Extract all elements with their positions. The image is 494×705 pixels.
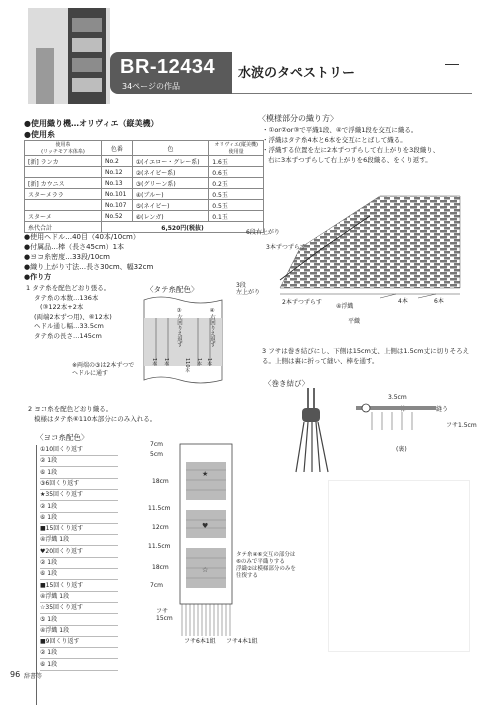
title-badge — [110, 52, 232, 94]
maki-thread: 縫う — [436, 406, 449, 413]
col-yarn: 使用糸 (リッチモア本体糸) — [25, 141, 102, 156]
weft-label: 〈ヨコ糸配色〉 — [36, 433, 89, 442]
spec-heddle: ●使用ヘドル…40目（40本/10cm） — [24, 233, 140, 241]
step1-note: ※両端の③は2本ずつで ヘドルに通す — [72, 362, 135, 377]
table-row: No.12 ②(ネイビー系) 0.6玉 — [25, 167, 264, 178]
dim-18a: 18cm — [152, 478, 169, 485]
weft-row: ④浮織 1段 — [40, 592, 118, 603]
dim-18b: 18cm — [152, 564, 169, 571]
page-reference: 34ページの作品 — [122, 82, 181, 91]
weft-row: ☆35回くり返す — [40, 603, 118, 614]
maki-len: 3.5cm — [388, 394, 407, 401]
maki-tail: フサ1.5cm — [446, 422, 477, 429]
weft-row: ④浮織 1段 — [40, 626, 118, 637]
col-amount: オリヴィエ(縦美機) 使用量 — [209, 141, 264, 156]
pattern-code: BR-12434 — [120, 56, 216, 78]
svg-text:♥: ♥ — [202, 522, 209, 530]
step1-text: 1 タテ糸を配色どおり張る。 タテ糸の本数…136本 (③122本+2本 (両端2本ずつ用)、⑥12本) ヘドル通し幅…33.5cm タテ糸の長さ…145cm — [26, 284, 112, 340]
dim-fusa: フサ 15cm — [156, 608, 173, 622]
spec-howto: ●作り方 — [24, 273, 52, 281]
weft-row: ② 1段 — [40, 558, 118, 569]
weft-row: ② 1段 — [40, 456, 118, 467]
label-six: 6本 — [434, 298, 444, 305]
weft-row: ② 1段 — [40, 502, 118, 513]
col-num: 色番 — [102, 141, 133, 156]
weft-row: ■15回くり返す — [40, 524, 118, 535]
weft-row: ⑥ 1段 — [40, 569, 118, 580]
label-six-up: 6段右上がり — [246, 229, 280, 236]
weft-row: ④浮織 1段 — [40, 535, 118, 546]
label-four: 4本 — [398, 298, 408, 305]
page-number: 96 — [10, 670, 21, 679]
maki-label: 〈巻き結び〉 — [264, 379, 310, 388]
rod-diagram — [352, 400, 442, 440]
svg-text:★: ★ — [202, 470, 209, 478]
weft-row: ② 1段 — [40, 648, 118, 659]
materials-table — [24, 140, 264, 233]
pattern-heading: 〈模様部分の織り方〉 — [258, 114, 338, 123]
bleed-table — [328, 480, 470, 652]
warp-count-4: 1本 — [206, 358, 212, 367]
fusa-6: フサ6本1組 — [184, 638, 216, 645]
weft-row: ★35回くり返す — [40, 490, 118, 501]
weft-row: ⑥ 1段 — [40, 660, 118, 671]
table-header — [25, 141, 264, 156]
spec-density: ●ヨコ糸密度…33段/10cm — [24, 253, 110, 261]
step3-text: 3 フサは巻き結びにし、下側は15cm丈、上側は1.5cm丈に切りそろえる。上側は裏に折って縫い、棒を通す。 — [262, 347, 470, 365]
spec-size: ●織り上がり寸法…長さ30cm、幅32cm — [24, 263, 154, 271]
warp-right-note: ④右回りえ返す — [209, 308, 215, 347]
spec-list — [24, 232, 264, 282]
dim-5: 5cm — [150, 451, 163, 458]
yarn-heading: ●使用糸 — [24, 130, 55, 139]
dim-12: 12cm — [152, 524, 169, 531]
total-row: 糸代合計 6,520円(税抜) — [25, 222, 264, 233]
warp-left-note: ③左回りえ返す — [176, 308, 182, 347]
table-row: No.107 ⑤(ネイビー) 0.5玉 — [25, 200, 264, 211]
dim-11a: 11.5cm — [148, 505, 171, 512]
corner-mark — [445, 64, 459, 65]
product-photo — [28, 8, 110, 104]
label-three-each: 3本ずつずらす — [266, 244, 306, 251]
spec-accessory: ●付属品…棒（長さ45cm）1本 — [24, 243, 125, 251]
weft-row: ③6回くり返す — [40, 479, 118, 490]
col-color: 色 — [132, 141, 209, 156]
weft-row: ⑤ 1段 — [40, 615, 118, 626]
dim-11b: 11.5cm — [148, 543, 171, 550]
table-row: [新] カウニス No.13 ③(グリーン系) 0.2玉 — [25, 178, 264, 189]
weft-row: ①10回くり返す — [40, 445, 118, 456]
table-row: スターメララ No.101 ④(ブルー) 0.5玉 — [25, 189, 264, 200]
table-row: [新] ランカ No.2 ①(イエロー・グレー系) 1.6玉 — [25, 156, 264, 167]
label-float: ④浮織 — [336, 303, 354, 310]
pattern-notes: ・①or②or③で平織1段、④で浮織1段を交互に織る。 ・浮織はタテ糸4本と6本を交互にとばして織る。 ・浮織する位置を左に2本ずつずらして右上がりを3段織り、 右に3本ずつずらして右上がりを6段織る、をくり返す。 — [262, 126, 440, 164]
footer-tag: 辞書等 — [24, 673, 43, 680]
knot-diagram — [290, 388, 340, 474]
layout-callout: タテ糸④⑥交互の部分は ⑥のみで平織りする 浮織②は模様部分のみを 往復する — [236, 552, 296, 579]
label-two-each: 2本ずつずらす — [282, 299, 322, 306]
label-three-up: 3段 左上がり — [236, 282, 261, 296]
label-plain: 平織 — [348, 318, 361, 325]
svg-text:☆: ☆ — [202, 566, 209, 574]
weft-row: ■9回くり返す — [40, 637, 118, 648]
page-title: 水波のタペストリー — [238, 66, 356, 81]
warp-count-2: 110本 — [184, 358, 190, 373]
warp-count-3: 1本 — [196, 358, 202, 367]
weft-row: ⑥ 1段 — [40, 468, 118, 479]
step2-text: 2 ヨコ糸を配色どおり織る。 模様はタテ糸⑥110本部分にのみ入れる。 — [28, 405, 157, 423]
dim-7top: 7cm — [150, 441, 163, 448]
loom-heading: ●使用織り機…オリヴィエ（縦美機） — [24, 119, 159, 128]
weft-row: ■15回くり返す — [40, 581, 118, 592]
weft-row: ♥20回くり返す — [40, 547, 118, 558]
maki-ura: (裏) — [396, 446, 407, 453]
warp-count-1: 1本 — [163, 358, 169, 367]
weft-row: ⑥ 1段 — [40, 513, 118, 524]
warp-label: 〈タテ糸配色〉 — [146, 285, 199, 294]
warp-count-0: 1本 — [151, 358, 157, 367]
dim-7bot: 7cm — [150, 582, 163, 589]
title-underline — [232, 93, 472, 94]
table-row: スターメ No.52 ⑥(レンガ) 0.1玉 — [25, 211, 264, 222]
fusa-4: フサ4本1組 — [226, 638, 258, 645]
